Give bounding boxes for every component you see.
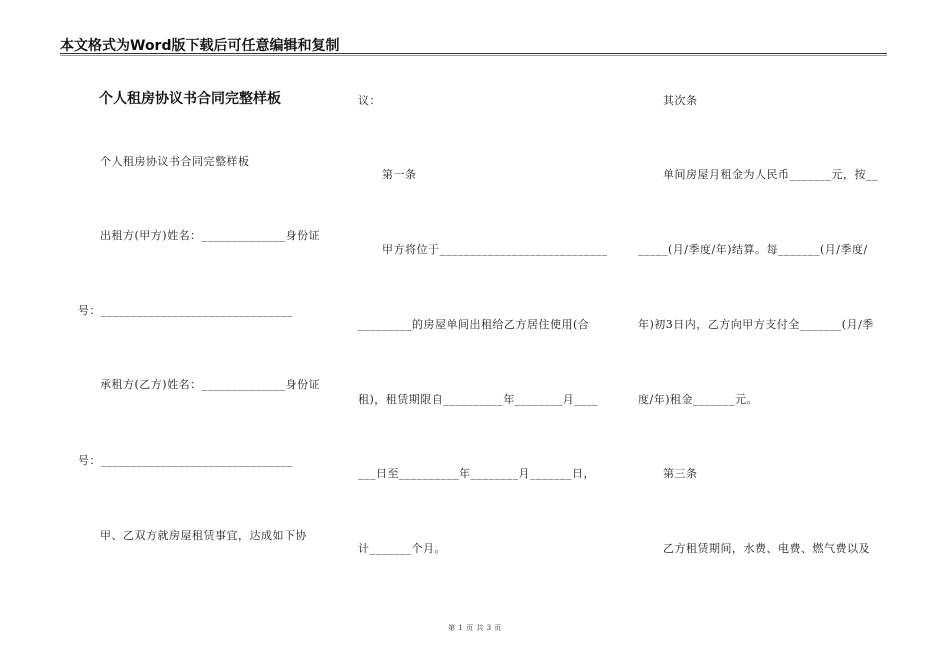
article-1-line-5: 计_______个月。 — [358, 542, 446, 555]
article-1-line-1: 甲方将位于____________________________ — [382, 243, 608, 256]
page-number: 第 1 页 共 3 页 — [448, 624, 502, 632]
article-1-line-3: 租)，租赁期限自__________年________月____ — [358, 393, 599, 406]
article-3-heading: 第三条 — [663, 467, 698, 480]
article-1-line-2: _________的房屋单间出租给乙方居住使用(合 — [358, 318, 590, 331]
article-2-line-3: 年)初3日内，乙方向甲方支付全_______(月/季 — [638, 318, 874, 331]
article-3-line-1: 乙方租赁期间，水费、电费、燃气费以及 — [663, 542, 870, 555]
lessee-name-line: 承租方(乙方)姓名：______________身份证 — [100, 378, 321, 391]
article-2-heading: 其次条 — [663, 94, 698, 107]
header-rule — [60, 53, 887, 56]
article-2-line-1: 单间房屋月租金为人民币_______元，按__ — [663, 168, 878, 181]
lessee-id-line: 号：________________________________ — [78, 454, 293, 467]
lessor-name-line: 出租方(甲方)姓名：______________身份证 — [100, 229, 321, 242]
article-1-heading: 第一条 — [382, 168, 417, 181]
article-2-line-4: 度/年)租金_______元。 — [638, 393, 758, 406]
subtitle: 个人租房协议书合同完整样板 — [100, 155, 250, 168]
agreement-continuation: 议： — [358, 94, 381, 107]
document-title: 个人租房协议书合同完整样板 — [99, 91, 281, 107]
agreement-intro: 甲、乙双方就房屋租赁事宜，达成如下协 — [100, 529, 307, 542]
page-header: 本文格式为Word版下载后可任意编辑和复制 — [60, 38, 340, 54]
lessor-id-line: 号：________________________________ — [78, 304, 293, 317]
article-1-line-4: ___日至__________年________月_______日， — [358, 467, 595, 480]
article-2-line-2: _____(月/季度/年)结算。每_______(月/季度/ — [638, 243, 868, 256]
